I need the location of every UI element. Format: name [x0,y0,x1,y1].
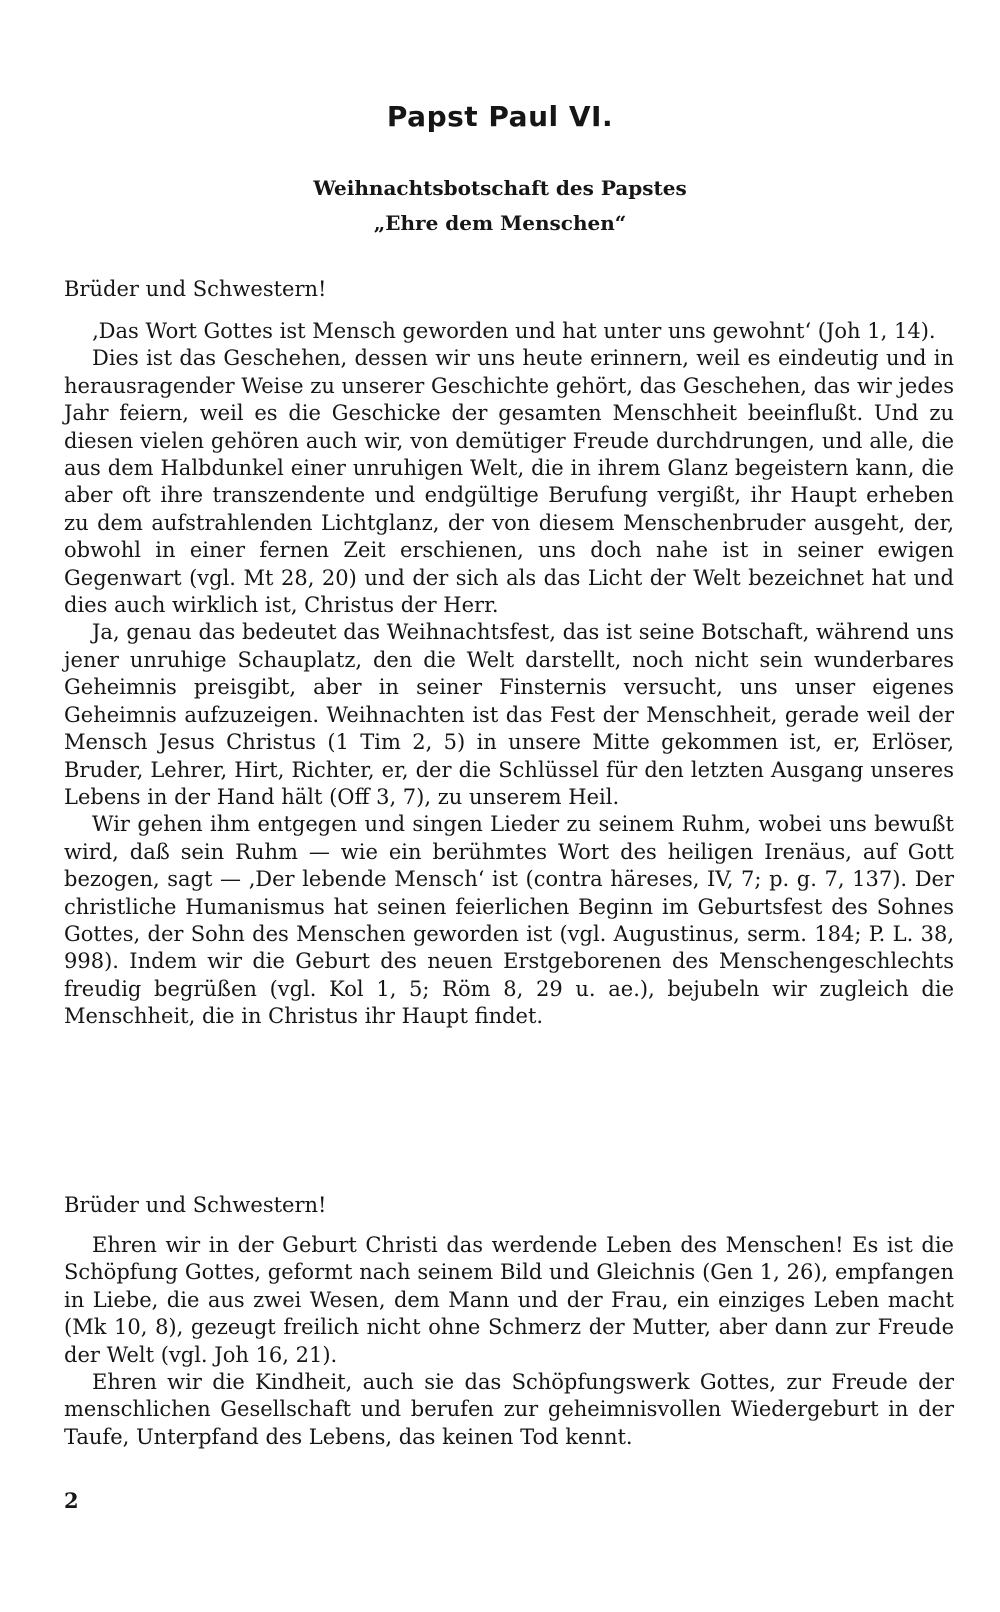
paragraph: Ehren wir die Kindheit, auch sie das Schöpfungswerk Gottes, zur Freude der menschlichen Gesellschaft und berufen zur geheimnisvollen Wiedergeburt in der Taufe, Unterpfand des Lebens, das keinen Tod kennt. [64,1370,954,1449]
page-title: Papst Paul VI. [386,100,614,133]
section-2 [64,1232,954,1451]
subtitle-line-1: Weihnachtsbotschaft des Papstes [313,176,687,200]
section-1 [64,318,954,1031]
salutation-1: Brüder und Schwestern! [64,277,327,301]
paragraph: Ehren wir in der Geburt Christi das werdende Leben des Menschen! Es ist die Schöpfung Gottes, geformt nach seinem Bild und Gleichnis (Gen 1, 26), empfangen in Liebe, die aus zwei Wesen, dem Mann und der Frau, ein einziges Leben macht (Mk 10, 8), gezeugt freilich nicht ohne Schmerz der Mutter, aber dann zur Freude der Welt (vgl. Joh 16, 21). [64,1233,954,1367]
paragraph: Ja, genau das bedeutet das Weihnachtsfest, das ist seine Botschaft, während uns jener unruhige Schauplatz, den die Welt darstellt, noch nicht sein wunderbares Geheimnis preisgibt, aber in seiner Finsternis versucht, uns unser eigenes Geheimnis aufzuzeigen. Weihnachten ist das Fest der Menschheit, gerade weil der Mensch Jesus Christus (1 Tim 2, 5) in unsere Mitte gekommen ist, er, Erlöser, Bruder, Lehrer, Hirt, Richter, er, der die Schlüssel für den letzten Ausgang unseres Lebens in der Hand hält (Off 3, 7), zu unserem Heil. [64,620,954,809]
page-number: 2 [64,1488,79,1513]
paragraph: Dies ist das Geschehen, dessen wir uns heute erinnern, weil es eindeutig und in herausragender Weise zu unserer Geschichte gehört, das Geschehen, das wir jedes Jahr feiern, weil es die Geschicke der gesamten Menschheit beeinflußt. Und zu diesen vielen gehören auch wir, von demütiger Freude durchdrungen, und alle, die aus dem Halbdunkel einer unruhigen Welt, die in ihrem Glanz begeistern kann, die aber oft ihre transzendente und endgültige Berufung vergißt, ihr Haupt erheben zu dem aufstrahlenden Lichtglanz, der von diesem Menschenbruder ausgeht, der, obwohl in einer fernen Zeit erschienen, uns doch nahe ist in seiner ewigen Gegenwart (vgl. Mt 28, 20) und der sich als das Licht der Welt bezeichnet hat und dies auch wirklich ist, Christus der Herr. [64,346,954,618]
salutation-2: Brüder und Schwestern! [64,1193,327,1217]
subtitle-line-2: „Ehre dem Menschen“ [373,211,627,235]
paragraph: ‚Das Wort Gottes ist Mensch geworden und hat unter uns gewohnt‘ (Joh 1, 14). [92,319,936,343]
paragraph: Wir gehen ihm entgegen und singen Lieder zu seinem Ruhm, wobei uns bewußt wird, daß sein Ruhm — wie ein berühmtes Wort des heiligen Irenäus, auf Gott bezogen, sagt — ‚Der lebende Mensch‘ ist (contra häreses, IV, 7; p. g. 7, 137). Der christliche Humanismus hat seinen feierlichen Beginn im Geburtsfest des Sohnes Gottes, der Sohn des Menschen geworden ist (vgl. Augustinus, serm. 184; P. L. 38, 998). Indem wir die Geburt des neuen Erstgeborenen des Menschengeschlechts freudig begrüßen (vgl. Kol 1, 5; Röm 8, 29 u. ae.), bejubeln wir zugleich die Menschheit, die in Christus ihr Haupt findet. [64,812,954,1029]
